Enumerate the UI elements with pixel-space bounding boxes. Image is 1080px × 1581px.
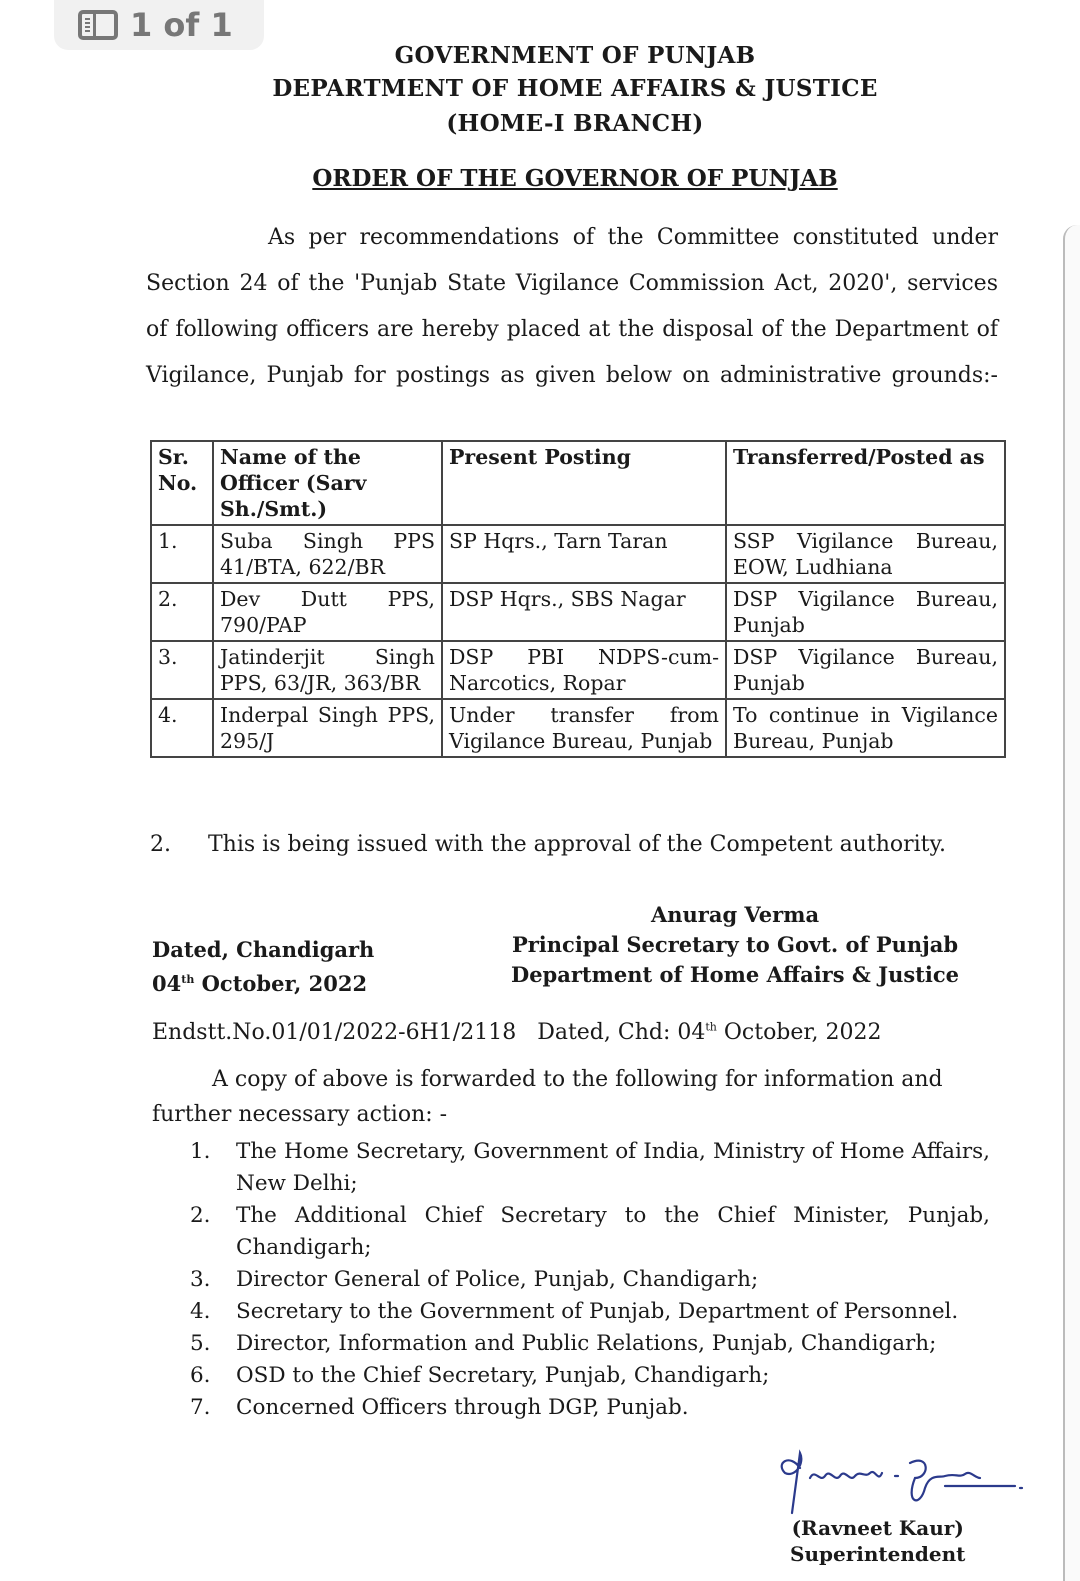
document-pages-icon: [78, 10, 118, 40]
col-officer-name: Name of the Officer (Sarv Sh./Smt.): [213, 441, 442, 525]
endorser-block: [790, 1515, 965, 1567]
list-text: Director, Information and Public Relations, Punjab, Chandigarh;: [236, 1331, 937, 1356]
cell-name: Jatinderjit Singh PPS, 63/JR, 363/BR: [213, 641, 442, 699]
cell-posted: DSP Vigilance Bureau, Punjab: [726, 583, 1005, 641]
order-title: [0, 165, 1080, 192]
header-branch: (HOME-I BRANCH): [446, 110, 704, 137]
cell-sr: 3.: [151, 641, 213, 699]
list-item: [190, 1392, 990, 1424]
list-item: [190, 1360, 990, 1392]
list-number: 4.: [190, 1299, 211, 1324]
list-number: 1.: [190, 1139, 211, 1164]
list-number: 3.: [190, 1267, 211, 1292]
list-text: The Additional Chief Secretary to the Chief Minister, Punjab, Chandigarh;: [236, 1203, 990, 1260]
endorsement-date-suffix: th: [705, 1020, 717, 1034]
list-text: The Home Secretary, Government of India, Ministry of Home Affairs, New Delhi;: [236, 1139, 990, 1196]
cell-posted: SSP Vigilance Bureau, EOW, Ludhiana: [726, 525, 1005, 583]
intro-paragraph: As per recommendations of the Committee constituted under Section 24 of the 'Punjab State Vigilance Commission Act, 2020', services of following officers are hereby placed at the disposal of the Department of Vigilance, Punjab for postings as given below on administrative grounds:-: [146, 225, 998, 388]
order-title-text: ORDER OF THE GOVERNOR OF PUNJAB: [312, 165, 838, 192]
col-transferred-posted: Transferred/Posted as: [726, 441, 1005, 525]
list-number: 5.: [190, 1331, 211, 1356]
endorsement-date-rest: October, 2022: [716, 1020, 882, 1045]
approval-text: This is being issued with the approval of the Competent authority.: [208, 832, 946, 857]
cell-present: SP Hqrs., Tarn Taran: [442, 525, 726, 583]
table-header-row: [151, 441, 1005, 525]
table-row: [151, 699, 1005, 757]
table-row: [151, 641, 1005, 699]
cell-present: DSP Hqrs., SBS Nagar: [442, 583, 726, 641]
page-count: 1 of 1: [130, 6, 233, 44]
dated-date: [152, 965, 374, 999]
cell-sr: 4.: [151, 699, 213, 757]
paragraph-number: 2.: [150, 832, 171, 857]
cell-posted: To continue in Vigilance Bureau, Punjab: [726, 699, 1005, 757]
list-text: Secretary to the Government of Punjab, Department of Personnel.: [236, 1299, 959, 1324]
table-row: [151, 525, 1005, 583]
signatory-name: Anurag Verma: [650, 902, 820, 927]
col-present-posting: Present Posting: [442, 441, 726, 525]
signatory-designation: Principal Secretary to Govt. of Punjab: [511, 932, 959, 957]
cell-present: Under transfer from Vigilance Bureau, Punjab: [442, 699, 726, 757]
list-item: [190, 1296, 990, 1328]
endorsement-date: [537, 1020, 881, 1045]
dated-place: Dated, Chandigarh: [152, 937, 375, 962]
cell-name: Suba Singh PPS 41/BTA, 622/BR: [213, 525, 442, 583]
table-row: [151, 583, 1005, 641]
signatory-block: [470, 900, 1000, 990]
date-day: 04: [152, 971, 182, 996]
list-text: OSD to the Chief Secretary, Punjab, Chandigarh;: [236, 1363, 770, 1388]
copy-forward-text: A copy of above is forwarded to the following for information and further necessary action: -: [152, 1067, 943, 1127]
list-item: [190, 1200, 990, 1264]
postings-table: [150, 440, 1006, 758]
cell-sr: 1.: [151, 525, 213, 583]
header-government: GOVERNMENT OF PUNJAB: [394, 42, 756, 69]
col-sr-no: Sr. No.: [151, 441, 213, 525]
cell-name: Dev Dutt PPS, 790/PAP: [213, 583, 442, 641]
scrollbar[interactable]: [1063, 225, 1080, 1581]
cell-sr: 2.: [151, 583, 213, 641]
list-number: 7.: [190, 1395, 211, 1420]
list-text: Concerned Officers through DGP, Punjab.: [236, 1395, 689, 1420]
handwritten-signature: [770, 1448, 1030, 1518]
approval-paragraph: [150, 832, 946, 857]
signatory-department: Department of Home Affairs & Justice: [510, 962, 959, 987]
cell-posted: DSP Vigilance Bureau, Punjab: [726, 641, 1005, 699]
endorsement-number: Endstt.No.01/01/2022-6H1/2118: [152, 1020, 517, 1045]
endorsement-date-prefix: Dated, Chd: 04: [537, 1020, 706, 1045]
endorser-name: (Ravneet Kaur): [791, 1516, 964, 1540]
endorsement-line: [152, 1020, 882, 1045]
list-item: [190, 1328, 990, 1360]
date-suffix: th: [181, 973, 195, 986]
list-item: [190, 1136, 990, 1200]
list-number: 6.: [190, 1363, 211, 1388]
header-department: DEPARTMENT OF HOME AFFAIRS & JUSTICE: [272, 75, 878, 102]
cell-name: Inderpal Singh PPS, 295/J: [213, 699, 442, 757]
date-rest: October, 2022: [194, 971, 368, 996]
list-item: [190, 1264, 990, 1296]
distribution-list: [190, 1136, 990, 1424]
endorser-designation: Superintendent: [790, 1542, 966, 1566]
cell-present: DSP PBI NDPS-cum-Narcotics, Ropar: [442, 641, 726, 699]
dated-block: [152, 935, 374, 999]
list-number: 2.: [190, 1203, 211, 1228]
list-text: Director General of Police, Punjab, Chandigarh;: [236, 1267, 759, 1292]
